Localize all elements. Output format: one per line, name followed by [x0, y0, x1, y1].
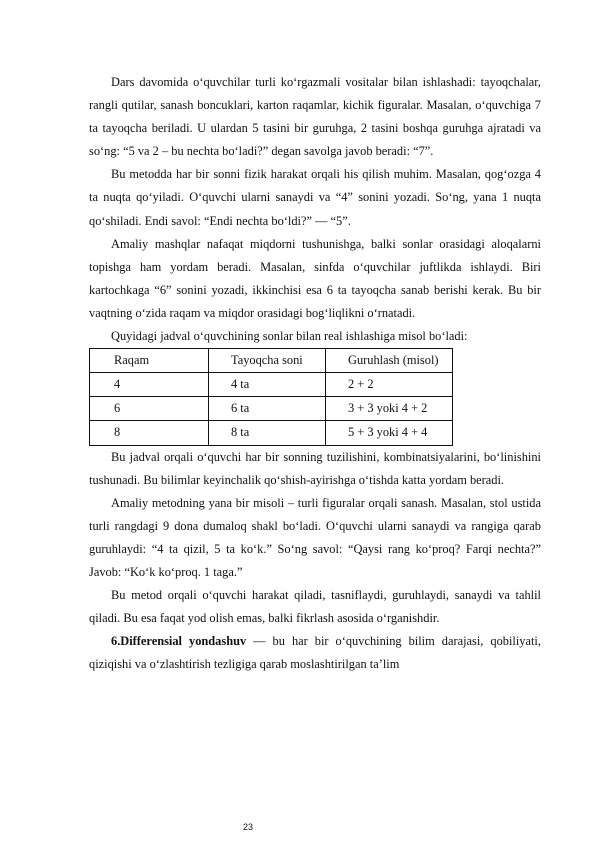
paragraph-3: Amaliy mashqlar nafaqat miqdorni tushunishga, balki sonlar orasidagi aloqalarni topishga ham yordam beradi. Masalan, sinfda o‘quvchilar juftlikda ishlaydi. Biri kartochkaga “6” sonini yozadi, ikkinchisi esa 6 ta tayoqcha sanab berishi kerak. Bu bir vaqtning o‘zida raqam va miqdor orasidagi bog‘liqlikni o‘rnatadi.: [89, 236, 541, 320]
section-paragraph: [89, 630, 541, 676]
table-cell: 5 + 3 yoki 4 + 4: [326, 421, 453, 445]
table-cell: 3 + 3 yoki 4 + 2: [326, 397, 453, 421]
table-header-cell: Raqam: [90, 349, 209, 373]
paragraph-6: Amaliy metodning yana bir misoli – turli figuralar orqali sanash. Masalan, stol ustida turli rangdagi 9 dona dumaloq shakl bo‘ladi. O‘quvchi ularni sanaydi va rangiga qarab guruhlaydi: “4 ta qizil, 5 ta ko‘k.” So‘ng savol: “Qaysi rang ko‘proq? Farqi nechta?” Javob: “Ko‘k ko‘proq. 1 taga.”: [89, 495, 541, 579]
section-heading: 6.Differensial yondashuv: [111, 634, 247, 649]
table-cell: 8: [90, 421, 209, 445]
table-header-row: [90, 349, 453, 373]
numbers-table: [89, 348, 453, 445]
table-row: [90, 421, 453, 445]
table-row: [90, 373, 453, 397]
document-page: [89, 71, 541, 676]
paragraph-4: Quyidagi jadval o‘quvchining sonlar bilan real ishlashiga misol bo‘ladi:: [111, 329, 468, 344]
section-text: — bu har bir o‘quvchining bilim darajasi, qobiliyati, qiziqishi va o‘zlashtirish tezligiga qarab moslashtirilgan ta’lim: [89, 634, 541, 672]
table-row: [90, 397, 453, 421]
paragraph-7: Bu metod orqali o‘quvchi harakat qiladi, tasniflaydi, guruhlaydi, sanaydi va tahlil qiladi. Bu esa faqat yod olish emas, balki fikrlash asosida o‘rganishdir.: [89, 588, 541, 626]
table-cell: 4 ta: [209, 373, 326, 397]
page-number: 23: [243, 822, 254, 832]
table-header-cell: Tayoqcha soni: [209, 349, 326, 373]
table-cell: 2 + 2: [326, 373, 453, 397]
paragraph-1: Dars davomida o‘quvchilar turli ko‘rgazmali vositalar bilan ishlashadi: tayoqchalar, rangli qutilar, sanash boncuklari, karton raqamlar, kichik figuralar. Masalan, o‘quvchiga 7 ta tayoqcha beriladi. U ulardan 5 tasini bir guruhga, 2 tasini boshqa guruhga ajratadi va so‘ng: “5 va 2 – bu nechta bo‘ladi?” degan savolga javob beradi: “7”.: [89, 75, 541, 159]
table-cell: 4: [90, 373, 209, 397]
table-cell: 8 ta: [209, 421, 326, 445]
table-cell: 6: [90, 397, 209, 421]
table-header-cell: Guruhlash (misol): [326, 349, 453, 373]
paragraph-5: Bu jadval orqali o‘quvchi har bir sonning tuzilishini, kombinatsiyalarini, bo‘linishini tushunadi. Bu bilimlar keyinchalik qo‘shish-ayirishga o‘tishda katta yordam beradi.: [89, 449, 541, 487]
table-cell: 6 ta: [209, 397, 326, 421]
paragraph-2: Bu metodda har bir sonni fizik harakat orqali his qilish muhim. Masalan, qog‘ozga 4 ta nuqta qo‘yiladi. O‘quvchi ularni sanaydi va “4” sonini yozadi. So‘ng, yana 1 nuqta qo‘shiladi. Endi savol: “Endi nechta bo‘ldi?” — “5”.: [89, 167, 541, 228]
